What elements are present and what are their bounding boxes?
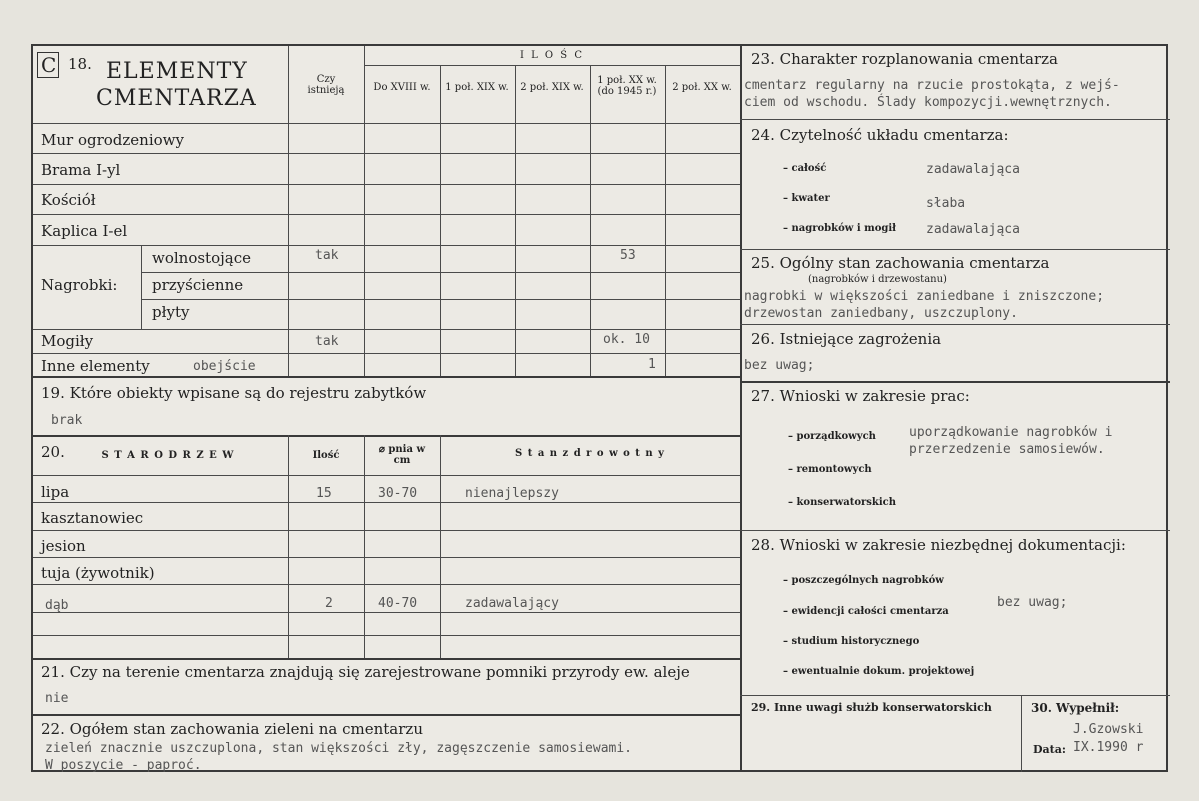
wolnostojace-1p20: 53 xyxy=(620,248,636,263)
section-22-label: 22. Ogółem stan zachowania zieleni na cmentarzu xyxy=(41,720,423,738)
col-header-trunk: ⌀ pnia w cm xyxy=(378,444,426,466)
row-label-mogily: Mogiły xyxy=(41,332,94,350)
s25-bottom-line xyxy=(740,324,1170,325)
col-header-1p20: 1 poł. XX w. (do 1945 r.) xyxy=(597,75,657,97)
s18-nagrobki-split xyxy=(141,245,142,329)
section-25-line2: drzewostan zaniedbany, uszczuplony. xyxy=(744,306,1018,321)
section-23-line2: ciem od wschodu. Ślady kompozycji.wewnętrznych. xyxy=(744,95,1112,110)
section-25-sublabel: (nagrobków i drzewostanu) xyxy=(808,274,947,285)
s28-item-projekt: – ewentualnie dokum. projektowej xyxy=(783,666,975,677)
section-28-label: 28. Wnioski w zakresie niezbędnej dokumentacji: xyxy=(751,536,1126,554)
s18-header-line xyxy=(33,123,740,124)
s18-ilosc-line xyxy=(364,65,740,66)
section-25-line1: nagrobki w większości zaniedbane i zniszczone; xyxy=(744,289,1105,304)
s20-row-line xyxy=(33,612,740,613)
tree-diameter: 30-70 xyxy=(378,486,418,501)
row-label-plyty: płyty xyxy=(152,303,190,321)
s18-row-line xyxy=(33,353,740,354)
section-code: C xyxy=(41,53,58,77)
tree-name: lipa xyxy=(41,483,70,501)
section-19-value: brak xyxy=(51,413,83,428)
s20-row-line xyxy=(33,557,740,558)
s18-row-line xyxy=(141,272,740,273)
s20-col-line xyxy=(364,435,365,658)
s18-col-line xyxy=(364,46,365,376)
inne-name: obejście xyxy=(193,359,256,374)
s24-item-kwater: – kwater xyxy=(783,193,830,204)
section-30-label: 30. Wypełnił: xyxy=(1031,701,1120,715)
tree-name: kasztanowiec xyxy=(41,509,144,527)
inne-1p20: 1 xyxy=(648,357,656,372)
section-18-title-line1: ELEMENTY xyxy=(106,59,248,84)
s18-bottom-line xyxy=(33,376,740,378)
row-label-wolnostojace: wolnostojące xyxy=(152,249,251,267)
tree-name: tuja (żywotnik) xyxy=(41,564,155,582)
s24-item-nagrobki: – nagrobków i mogił xyxy=(783,223,897,234)
tree-count: 15 xyxy=(316,486,332,501)
s28-item-studium: – studium historycznego xyxy=(783,636,920,647)
section-29-label: 29. Inne uwagi służb konserwatorskich xyxy=(751,701,992,714)
row-label-brama: Brama I-yl xyxy=(41,161,121,179)
s18-row-line xyxy=(33,184,740,185)
tree-name: dąb xyxy=(45,598,69,613)
section-18-number: 18. xyxy=(68,55,92,73)
center-divider xyxy=(740,46,742,772)
section-26-value: bez uwag; xyxy=(744,358,815,373)
section-20-title: S T A R O D R Z E W xyxy=(101,450,235,461)
row-label-inne: Inne elementy xyxy=(41,357,150,375)
s24-value-nagrobki: zadawalająca xyxy=(926,222,1020,237)
tree-count: 2 xyxy=(325,596,333,611)
date-label: Data: xyxy=(1033,743,1066,756)
s28-item-ewidencja: – ewidencji całości cmentarza xyxy=(783,606,949,617)
s20-row-line xyxy=(33,584,740,585)
s27-bottom-line xyxy=(740,530,1170,531)
s28-item-nagrobki: – poszczególnych nagrobków xyxy=(783,575,944,586)
s24-bottom-line xyxy=(740,249,1170,250)
section-27-label: 27. Wnioski w zakresie prac: xyxy=(751,387,970,405)
s18-row-line xyxy=(33,329,740,330)
s29-s30-divider xyxy=(1021,695,1022,772)
col-header-xviii: Do XVIII w. xyxy=(373,82,431,93)
section-25-label: 25. Ogólny stan zachowania cmentarza xyxy=(751,254,1050,272)
row-label-kosciol: Kościół xyxy=(41,191,96,209)
tree-name: jesion xyxy=(41,537,86,555)
section-24-label: 24. Czytelność układu cmentarza: xyxy=(751,126,1009,144)
s20-row-line xyxy=(33,502,740,503)
s18-row-line xyxy=(33,214,740,215)
section-26-label: 26. Istniejące zagrożenia xyxy=(751,330,942,348)
section-23-label: 23. Charakter rozplanowania cmentarza xyxy=(751,50,1058,68)
row-label-nagrobki: Nagrobki: xyxy=(41,276,118,294)
row-label-przyscienne: przyścienne xyxy=(152,276,244,294)
col-header-2p19: 2 poł. XIX w. xyxy=(520,82,584,93)
s18-row-line xyxy=(33,245,740,246)
section-23-line1: cmentarz regularny na rzucie prostokąta, z wejś- xyxy=(744,78,1120,93)
s24-item-calosc: – całość xyxy=(783,163,827,174)
s26-bottom-line xyxy=(740,381,1170,383)
s24-value-calosc: zadawalająca xyxy=(926,162,1020,177)
filled-by-value: J.Gzowski xyxy=(1073,722,1144,737)
s20-header-line xyxy=(33,475,740,476)
s20-row-line xyxy=(33,530,740,531)
s27-item-konserwatorskie: – konserwatorskich xyxy=(788,497,896,508)
section-22-line2: W poszycie - paproć. xyxy=(45,758,202,773)
tree-state: nienajlepszy xyxy=(465,486,559,501)
s27-value-line2: przerzedzenie samosiewów. xyxy=(909,442,1105,457)
section-21-label: 21. Czy na terenie cmentarza znajdują się zarejestrowane pomniki przyrody ew. aleje xyxy=(41,663,690,681)
s18-row-line xyxy=(33,153,740,154)
col-header-ilosc: I L O Ś C xyxy=(519,50,584,61)
s20-row-line xyxy=(33,635,740,636)
s28-bottom-line xyxy=(740,695,1170,696)
wolnostojace-exists: tak xyxy=(315,248,339,263)
section-20-number: 20. xyxy=(41,443,65,461)
date-value: IX.1990 r xyxy=(1073,740,1144,755)
row-label-kaplica: Kaplica I-el xyxy=(41,222,128,240)
tree-diameter: 40-70 xyxy=(378,596,418,611)
section-18-title-line2: CMENTARZA xyxy=(96,86,257,111)
col-header-1p19: 1 poł. XIX w. xyxy=(445,82,509,93)
s27-item-remontowe: – remontowych xyxy=(788,464,872,475)
col-header-tree-count: Ilość xyxy=(312,450,340,461)
inventory-card xyxy=(31,44,1168,772)
section-22-line1: zieleń znacznie uszczuplona, stan większości zły, zagęszczenie samosiewami. xyxy=(45,741,632,756)
section-21-value: nie xyxy=(45,691,69,706)
s20-bottom-line xyxy=(33,658,740,660)
s20-col-line xyxy=(440,435,441,658)
col-header-exists: Czy istnieją xyxy=(307,74,345,96)
row-label-mur: Mur ogrodzeniowy xyxy=(41,131,184,149)
mogily-exists: tak xyxy=(315,334,339,349)
s18-col-line xyxy=(288,46,289,376)
col-header-health: S t a n z d r o w o t n y xyxy=(515,448,665,459)
s24-value-kwater: słaba xyxy=(926,196,966,211)
col-header-2p20: 2 poł. XX w. xyxy=(672,82,732,93)
s23-bottom-line xyxy=(740,119,1170,120)
s18-row-line xyxy=(141,299,740,300)
s19-bottom-line xyxy=(33,435,740,437)
s27-value-line1: uporządkowanie nagrobków i xyxy=(909,425,1113,440)
s27-item-porzadkowe: – porządkowych xyxy=(788,431,876,442)
s20-col-line xyxy=(288,435,289,658)
section-19-label: 19. Które obiekty wpisane są do rejestru zabytków xyxy=(41,384,427,402)
tree-state: zadawalający xyxy=(465,596,559,611)
section-28-value: bez uwag; xyxy=(997,595,1068,610)
s21-bottom-line xyxy=(33,714,740,716)
mogily-1p20: ok. 10 xyxy=(603,332,650,347)
